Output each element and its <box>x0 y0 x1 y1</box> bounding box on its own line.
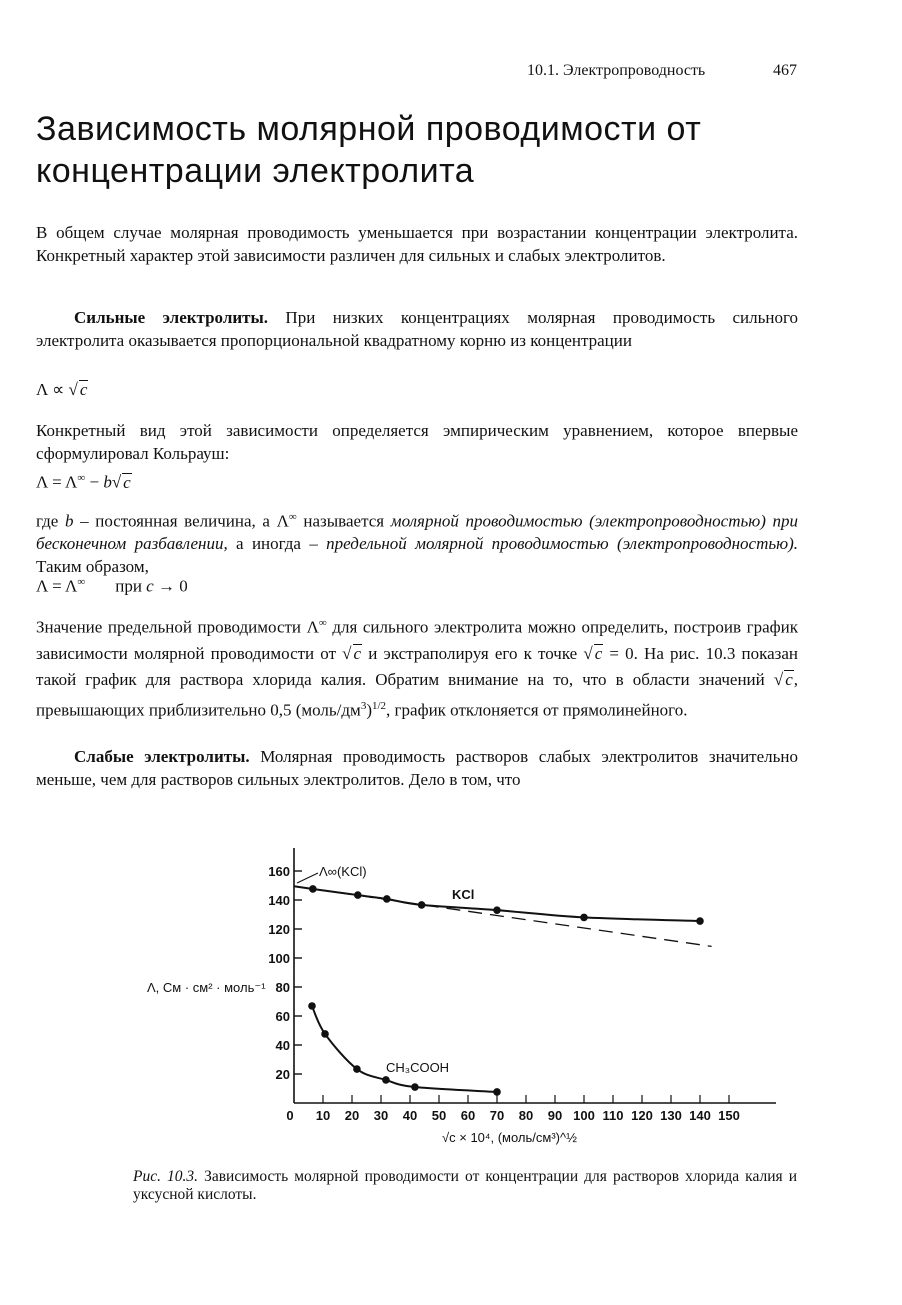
strong-text: При низких концентрациях молярная проводимость сильного электролита оказывается пропорциональной квадратному корню из концентрации <box>36 308 799 350</box>
definition-paragraph <box>36 506 798 578</box>
svg-text:20: 20 <box>275 1067 290 1082</box>
minus: − <box>85 472 104 492</box>
x-tick-labels <box>286 1108 739 1123</box>
svg-text:150: 150 <box>718 1108 740 1123</box>
t: Таким образом, <box>36 556 149 576</box>
t: где <box>36 511 65 531</box>
page-number: 467 <box>773 62 797 79</box>
strong-electrolytes-paragraph <box>36 307 798 352</box>
svg-text:30: 30 <box>373 1108 389 1123</box>
svg-text:60: 60 <box>275 1009 290 1024</box>
svg-text:60: 60 <box>460 1108 476 1123</box>
svg-text:50: 50 <box>431 1108 447 1123</box>
infinity-sup: ∞ <box>77 472 86 484</box>
svg-text:120: 120 <box>268 922 290 937</box>
annotation-limit-kcl: Λ∞(KCl) <box>319 864 367 879</box>
cond: при <box>115 576 147 596</box>
formula-lhs: Λ = Λ <box>36 576 78 596</box>
svg-text:140: 140 <box>268 893 290 908</box>
t: 1/2 <box>371 699 387 712</box>
svg-text:100: 100 <box>573 1108 595 1123</box>
t: ∞ <box>318 617 327 629</box>
annotation-ch3cooh: CH₃COOH <box>386 1060 450 1075</box>
y-axis-label: Λ, См · см² · моль⁻¹ <box>147 980 266 995</box>
t: ∞ <box>288 511 297 523</box>
sqrt-arg: c <box>353 643 362 663</box>
t: для сильного электролита можно определить, построив график зависимости молярной проводимости от <box>36 617 798 663</box>
t: молярной проводимостью (электропроводностью) при бесконечном разбавлении, <box>36 511 799 554</box>
chart-series <box>294 885 712 1096</box>
svg-text:10: 10 <box>315 1108 331 1123</box>
weak-text: Молярная проводимость растворов слабых электролитов значительно меньше, чем для растворов сильных электролитов. Дело в том, что <box>36 747 798 789</box>
y-ticks <box>294 871 302 1074</box>
caption-text: Зависимость молярной проводимости от концентрации для растворов хлорида калия и уксусной кислоты. <box>133 1168 797 1203</box>
axes <box>294 848 776 1103</box>
sqrt-arg: c <box>785 669 793 689</box>
strong-heading: Сильные электролиты. <box>74 308 269 327</box>
c: c <box>146 576 154 596</box>
t: предельной молярной проводимостью (электропроводностью). <box>326 534 798 554</box>
sqrt-arg: c <box>79 380 88 399</box>
t: = 0. На рис. 10.3 показан такой график для раствора хлорида калия. Обратим внимание на то, что в области значений <box>36 643 798 689</box>
limit-annotation-leader <box>297 873 318 883</box>
svg-text:110: 110 <box>602 1108 624 1123</box>
running-head <box>527 62 797 80</box>
t: – постоянная величина, а Λ <box>73 511 289 531</box>
x-ticks <box>323 1095 729 1103</box>
svg-text:120: 120 <box>631 1108 653 1123</box>
svg-text:100: 100 <box>268 951 290 966</box>
caption-label: Рис. 10.3. <box>133 1168 199 1185</box>
infinity-sup: ∞ <box>77 576 86 588</box>
svg-text:70: 70 <box>489 1108 505 1123</box>
formula-limit <box>36 576 188 597</box>
weak-electrolytes-paragraph <box>36 746 798 791</box>
limit-conductivity-paragraph <box>36 610 798 723</box>
figure-caption <box>133 1168 797 1204</box>
t: , превышающих приблизительно 0,5 (моль/дм <box>36 669 798 720</box>
heading-line-2: концентрации электролита <box>36 152 475 190</box>
y-tick-labels <box>268 864 290 1082</box>
t: называется <box>296 511 391 531</box>
t: b <box>64 511 74 531</box>
kohlrausch-paragraph: Конкретный вид этой зависимости определяется эмпирическим уравнением, которое впервые сформулировал Кольрауш: <box>36 421 798 463</box>
constant-b: b <box>103 472 112 492</box>
section-heading <box>36 108 701 192</box>
svg-text:140: 140 <box>689 1108 711 1123</box>
svg-text:130: 130 <box>660 1108 682 1123</box>
sqrt-icon: √ <box>342 643 352 663</box>
formula-kohlrausch <box>36 472 132 493</box>
heading-line-1: Зависимость молярной проводимости от <box>36 110 702 148</box>
formula-lhs: Λ ∝ <box>36 380 69 399</box>
t: , график отклоняется от прямолинейного. <box>386 700 688 720</box>
sqrt-icon: √ <box>773 669 784 689</box>
t: Значение предельной проводимости Λ <box>36 617 319 637</box>
weak-heading: Слабые электролиты. <box>74 747 250 766</box>
section-title: 10.1. Электропроводность <box>527 62 706 79</box>
t: ) <box>366 700 372 720</box>
sqrt-arg: c <box>123 472 131 492</box>
svg-text:160: 160 <box>268 864 290 879</box>
annotation-kcl: KCl <box>452 887 475 902</box>
intro-paragraph: В общем случае молярная проводимость уменьшается при возрастании концентрации электролита. Конкретный характер этой зависимости различен для сильных и слабых электролитов. <box>36 223 798 265</box>
svg-text:0: 0 <box>286 1108 294 1123</box>
t: а иногда – <box>227 534 327 554</box>
sqrt-icon: √ <box>583 643 593 663</box>
svg-text:40: 40 <box>275 1038 290 1053</box>
svg-text:80: 80 <box>518 1108 534 1123</box>
svg-text:20: 20 <box>344 1108 360 1123</box>
sqrt-arg: c <box>594 643 603 663</box>
sqrt-icon: √ <box>111 472 122 492</box>
arrow: → 0 <box>153 576 188 596</box>
svg-text:90: 90 <box>547 1108 563 1123</box>
t: 3 <box>360 699 367 712</box>
svg-text:40: 40 <box>402 1108 418 1123</box>
x-axis-label: √c × 10⁴, (моль/см³)^½ <box>442 1130 577 1145</box>
svg-text:80: 80 <box>275 980 290 995</box>
sqrt-icon: √ <box>68 380 78 399</box>
t: и экстраполируя его к точке <box>362 643 584 663</box>
formula-proportional <box>36 380 88 400</box>
formula-lhs: Λ = Λ <box>36 472 78 492</box>
